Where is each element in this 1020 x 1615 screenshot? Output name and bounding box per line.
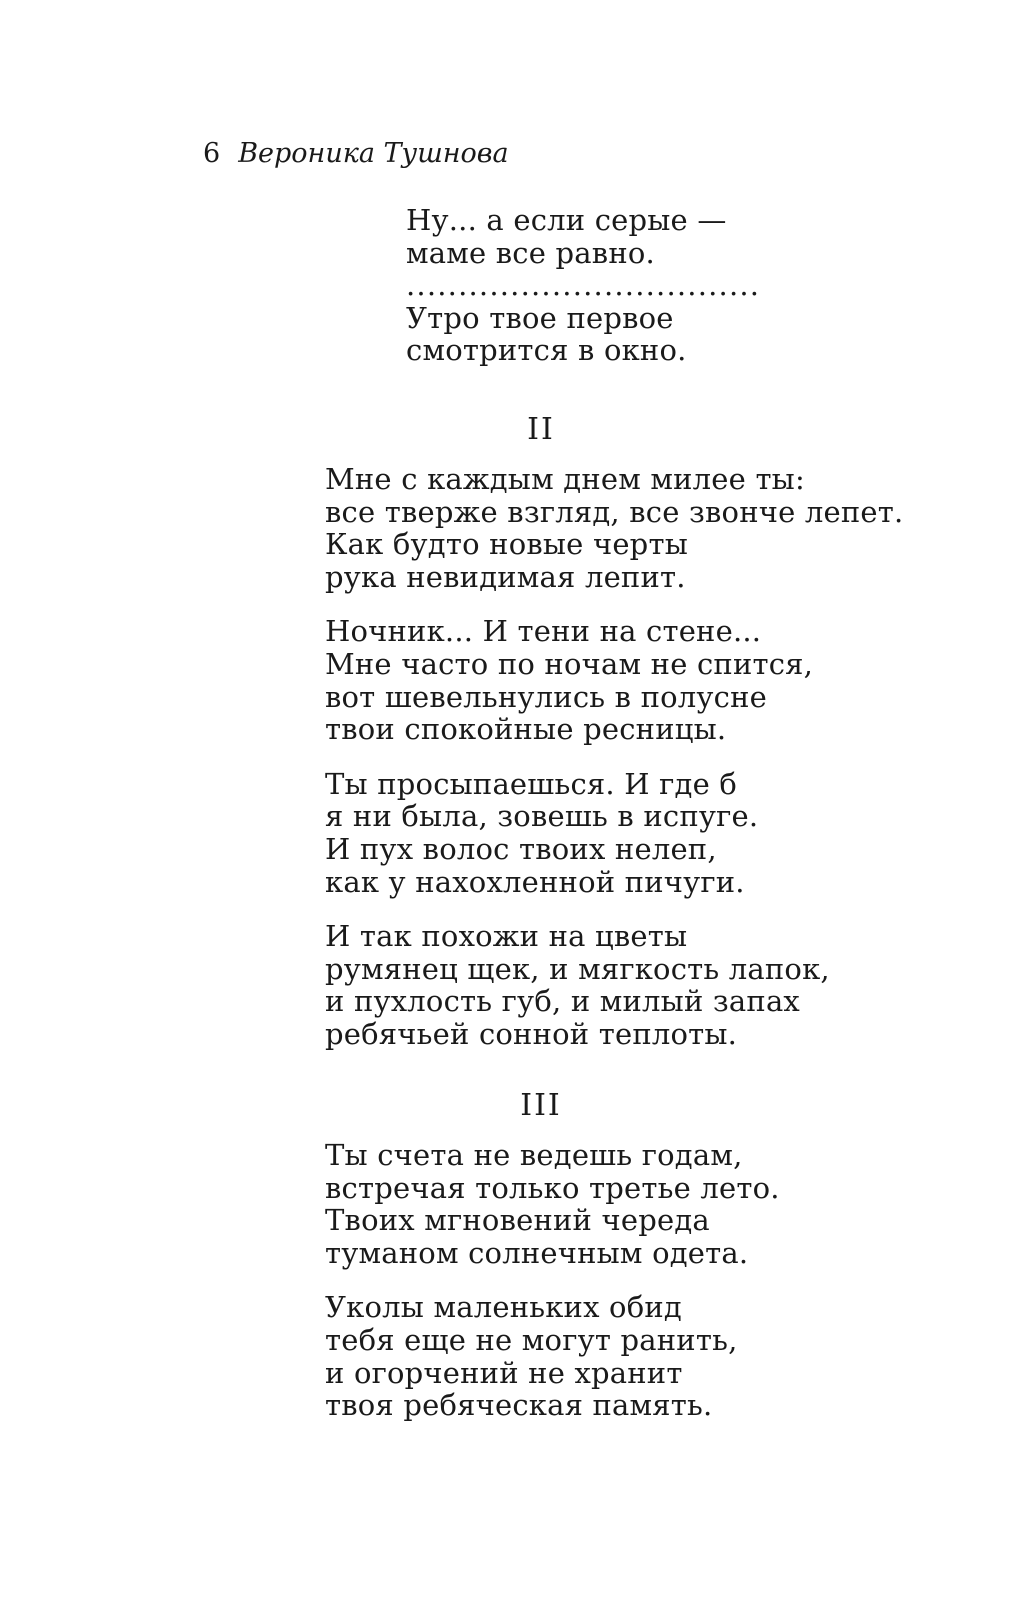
poem-line: Ты счета не ведешь годам,	[325, 1138, 743, 1172]
poem-line: туманом солнечным одета.	[325, 1235, 749, 1270]
stanza	[325, 1291, 780, 1421]
ellipsis-separator: ..................................	[406, 268, 761, 303]
running-head-author: Вероника Тушнова	[238, 138, 509, 169]
poem-line: и пухлость губ, и милый запах	[325, 984, 800, 1019]
section-numeral: III	[520, 1088, 562, 1123]
stanza	[325, 920, 903, 1050]
poem-line: я ни была, зовешь в испуге.	[325, 799, 759, 834]
poem-line: Утро твое первое	[406, 300, 674, 335]
running-head	[203, 138, 509, 170]
poem-section-2	[325, 463, 903, 1051]
poem-line: вот шевельнулись в полусне	[325, 679, 768, 714]
poem-line: Как будто новые черты	[325, 527, 688, 562]
stanza	[325, 1139, 780, 1269]
poem-line: все тверже взгляд, все звонче лепет.	[325, 494, 904, 529]
stanza	[325, 768, 903, 898]
poem-line: И так похожи на цветы	[325, 919, 688, 954]
poem-line: румянец щек, и мягкость лапок,	[325, 951, 830, 986]
poem-line: и огорчений не хранит	[325, 1355, 683, 1390]
poem-section-3	[325, 1139, 780, 1422]
poem-line: Ты просыпаешься. И где б	[325, 766, 738, 801]
poem-line: тебя еще не могут ранить,	[325, 1322, 738, 1357]
stanza	[325, 615, 903, 745]
section-numeral: II	[527, 412, 555, 447]
stanza	[325, 463, 903, 593]
poem-line: маме все равно.	[406, 235, 655, 270]
poem-line: Твоих мгновений череда	[325, 1203, 710, 1238]
intro-fragment	[406, 204, 760, 367]
poem-line: Ну... а если серые —	[406, 203, 727, 237]
poem-line: Уколы маленьких обид	[325, 1290, 682, 1325]
poem-line: твоя ребяческая память.	[325, 1388, 713, 1423]
poem-line: Мне часто по ночам не спится,	[325, 646, 814, 681]
poem-line: Ночник... И тени на стене...	[325, 614, 762, 649]
poem-line: как у нахохленной пичуги.	[325, 864, 745, 899]
page-number: 6	[203, 138, 221, 169]
poem-line: рука невидимая лепит.	[325, 559, 686, 594]
poem-line: встречая только третье лето.	[325, 1170, 780, 1205]
poem-line: твои спокойные ресницы.	[325, 712, 727, 747]
poem-line: смотрится в окно.	[406, 333, 687, 368]
poem-line: И пух волос твоих нелеп,	[325, 831, 717, 866]
poem-line: ребячьей сонной теплоты.	[325, 1016, 738, 1051]
poem-line: Мне с каждым днем милее ты:	[325, 462, 805, 496]
